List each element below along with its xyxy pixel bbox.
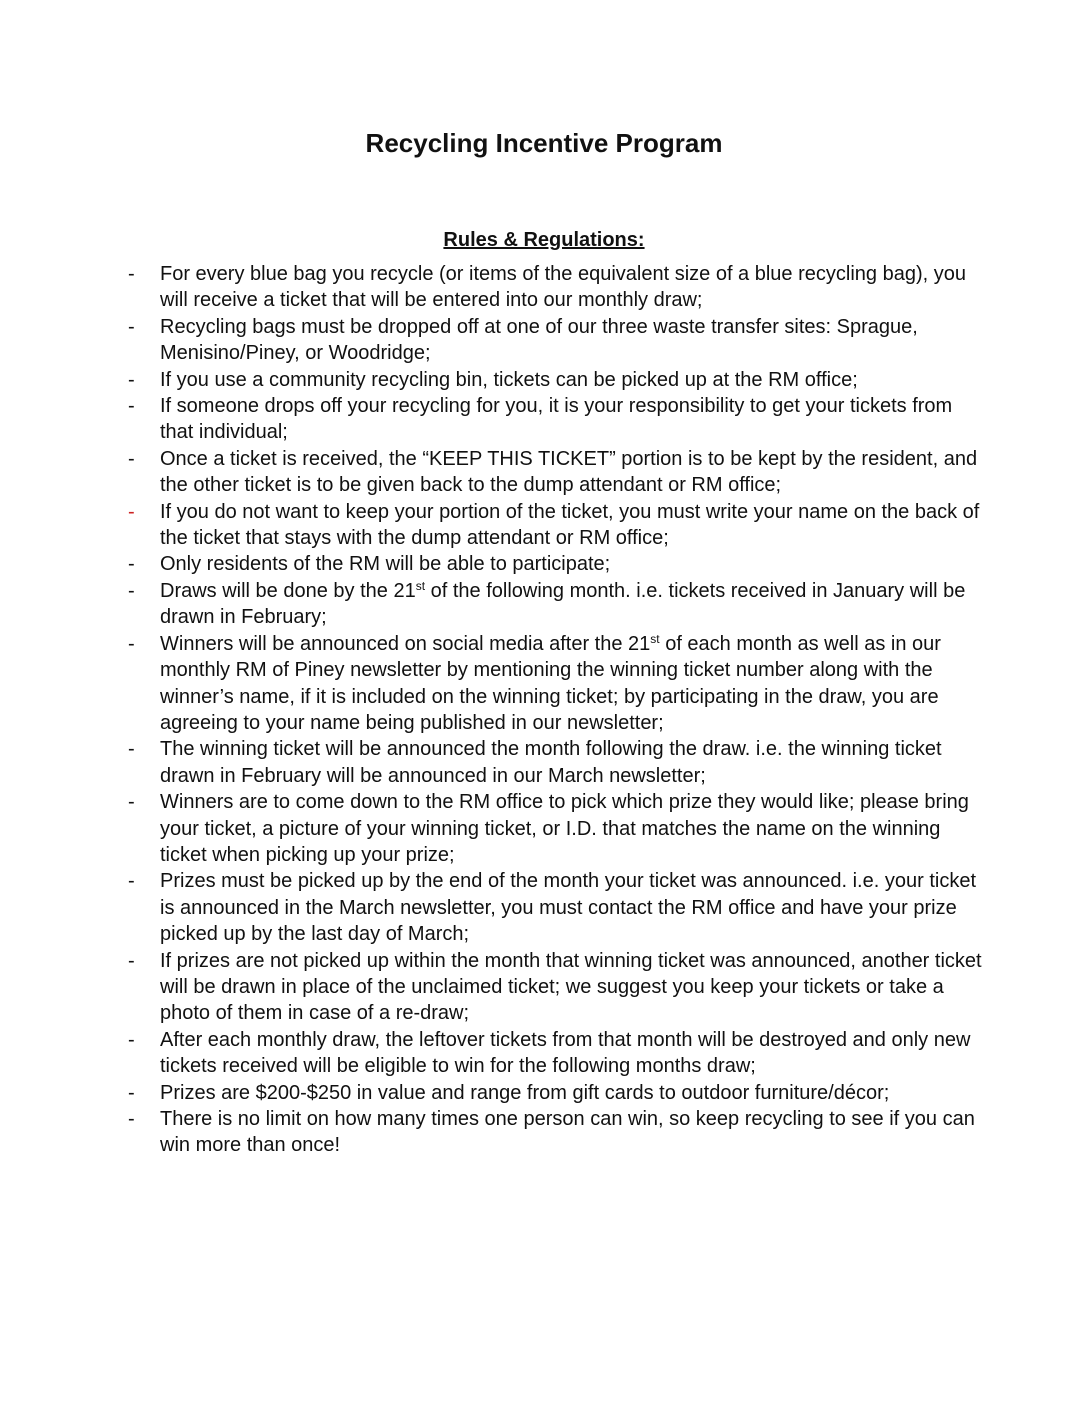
rule-item — [0, 789, 1088, 868]
rule-item — [0, 1027, 1088, 1080]
rule-text: Prizes must be picked up by the end of the month your ticket was announced. i.e. your ticket is announced in the March newsletter, you must contact the RM office and have your prize picked up by the last day of March; — [160, 870, 976, 946]
rule-text-part: of the following month. i.e. tickets received in January will be drawn in February; — [160, 579, 966, 629]
rule-item — [0, 314, 1088, 367]
rule-text: If prizes are not picked up within the month that winning ticket was announced, another ticket will be drawn in place of the unclaimed ticket; we suggest you keep your tickets or take a photo of them in case of a re-draw; — [160, 949, 982, 1025]
bullet-dash: - — [128, 368, 135, 391]
bullet-dash: - — [128, 870, 135, 893]
rule-text — [160, 633, 941, 734]
bullet-dash: - — [128, 579, 135, 602]
rule-text: For every blue bag you recycle (or items of the equivalent size of a blue recycling bag), you will receive a ticket that will be entered into our monthly draw; — [160, 263, 966, 312]
rules-heading: Rules & Regulations: — [443, 229, 645, 251]
bullet-dash: - — [128, 500, 135, 523]
rule-text-part: Winners will be announced on social media after the 21 — [160, 632, 651, 655]
rule-text-part: of each month as well as in our monthly RM of Piney newsletter by mentioning the winning ticket number along with the winner’s name, if it is included on the winning ticket; by participating in the draw, you are agreeing to your name being published in our newsletter; — [160, 632, 941, 734]
rule-text — [160, 580, 965, 628]
bullet-dash: - — [128, 791, 135, 814]
bullet-dash: - — [128, 738, 135, 761]
bullet-dash: - — [128, 1108, 135, 1130]
rule-text: Winners are to come down to the RM office to pick which prize they would like; please bring your ticket, a picture of your winning ticket, or I.D. that matches the name on the winning ticket when picking up your prize; — [160, 791, 969, 866]
rule-item — [0, 1080, 1088, 1106]
bullet-dash: - — [128, 949, 135, 972]
bullet-dash: - — [128, 1028, 135, 1051]
bullet-dash: - — [128, 395, 135, 418]
rule-text: There is no limit on how many times one person can win, so keep recycling to see if you can win more than once! — [160, 1108, 975, 1157]
ordinal-suffix: st — [650, 631, 660, 646]
rule-text-part: Draws will be done by the 21 — [160, 579, 416, 602]
rule-text: If you use a community recycling bin, tickets can be picked up at the RM office; — [160, 368, 858, 391]
bullet-dash: - — [128, 553, 135, 576]
bullet-dash: - — [128, 447, 135, 470]
rule-item — [0, 631, 1088, 737]
bullet-dash: - — [128, 1081, 135, 1104]
rule-text: Prizes are $200-$250 in value and range from gift cards to outdoor furniture/décor; — [160, 1081, 890, 1104]
rule-item — [0, 393, 1088, 446]
rule-text: Only residents of the RM will be able to participate; — [160, 553, 611, 576]
rule-item — [0, 499, 1088, 552]
rule-item — [0, 261, 1088, 314]
rules-list — [0, 261, 1088, 1159]
rule-text: Once a ticket is received, the “KEEP THIS TICKET” portion is to be kept by the resident, and the other ticket is to be given back to the dump attendant or RM office; — [160, 447, 978, 497]
bullet-dash: - — [128, 263, 135, 285]
rule-item — [0, 367, 1088, 393]
rule-item — [0, 1106, 1088, 1159]
rule-text: If you do not want to keep your portion of the ticket, you must write your name on the back of the ticket that stays with the dump attendant or RM office; — [160, 500, 980, 550]
bullet-dash: - — [128, 315, 135, 338]
rule-item — [0, 736, 1088, 789]
rule-text: Recycling bags must be dropped off at one of our three waste transfer sites: Sprague, Menisino/Piney, or Woodridge; — [160, 315, 918, 365]
rule-item — [0, 551, 1088, 577]
bullet-dash: - — [128, 632, 135, 655]
rule-item — [0, 948, 1088, 1027]
rule-item — [0, 446, 1088, 499]
rule-text: If someone drops off your recycling for you, it is your responsibility to get your tickets from that individual; — [160, 395, 953, 444]
ordinal-suffix: st — [415, 578, 426, 593]
rule-text: The winning ticket will be announced the month following the draw. i.e. the winning ticket drawn in February will be announced in our March newsletter; — [160, 738, 942, 787]
rule-item — [0, 578, 1088, 631]
page-title: Recycling Incentive Program — [365, 128, 723, 158]
rule-text: After each monthly draw, the leftover tickets from that month will be destroyed and only new tickets received will be eligible to win for the following months draw; — [160, 1028, 971, 1078]
rule-item — [0, 868, 1088, 947]
